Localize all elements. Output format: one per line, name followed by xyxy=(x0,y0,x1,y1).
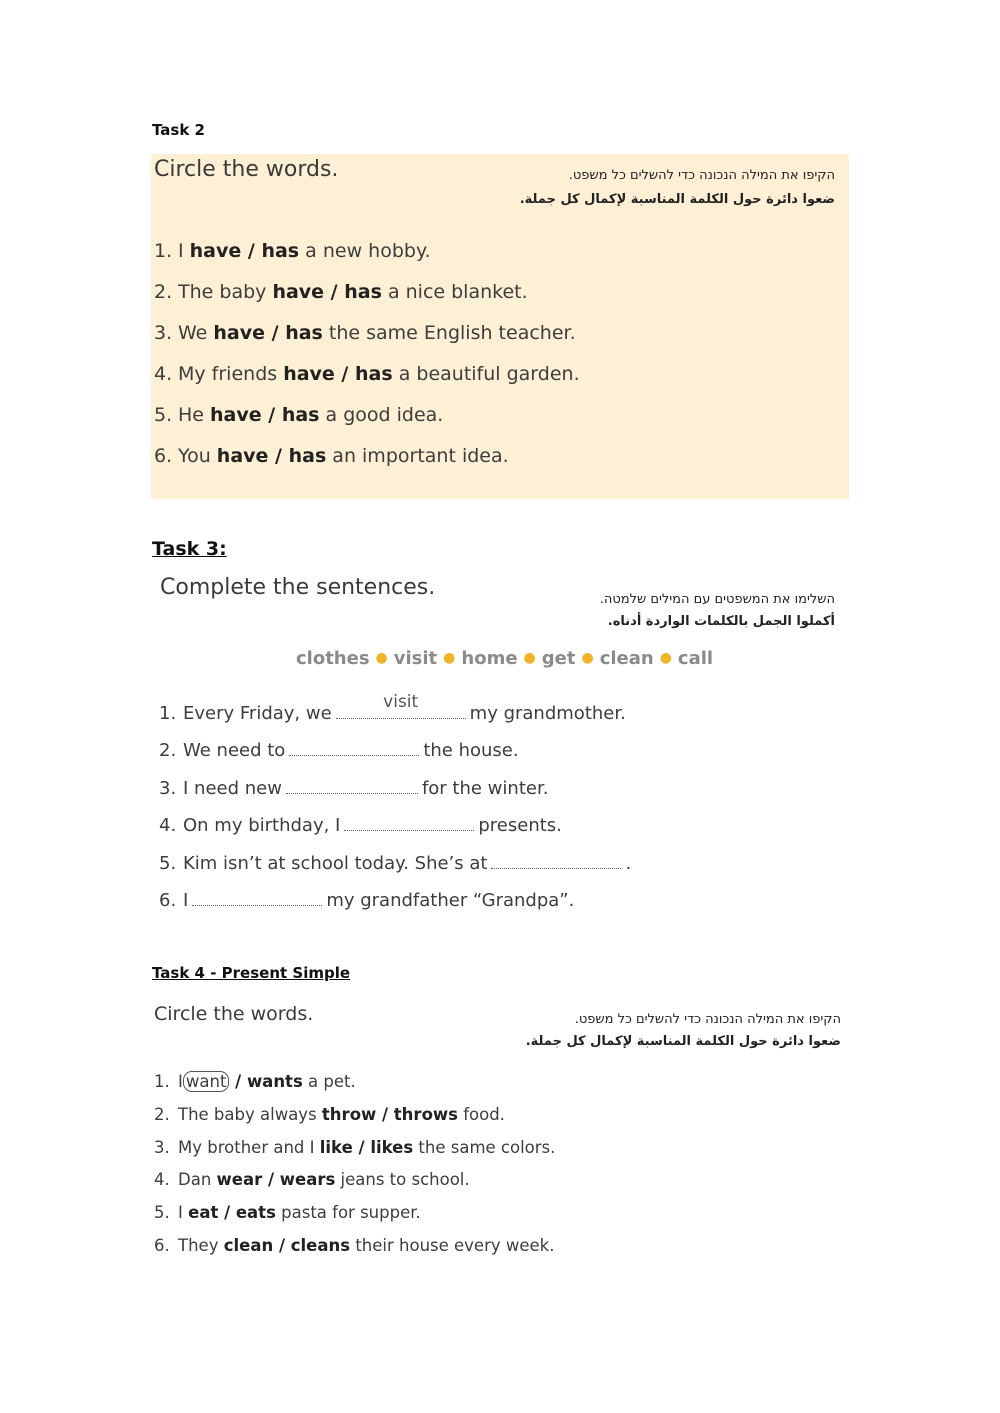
option-have[interactable]: have xyxy=(283,363,335,385)
task4-list xyxy=(154,1070,555,1267)
word-bank-item: visit xyxy=(393,648,438,669)
list-item: 3. We have / has the same English teacher. xyxy=(154,322,576,344)
task3-heading: Task 3: xyxy=(152,538,227,560)
list-item: 3. My brother and I like / likes the same colors. xyxy=(154,1137,556,1157)
list-item: 4. On my birthday, I presents. xyxy=(159,812,631,849)
option-wear[interactable]: wear xyxy=(216,1170,263,1190)
task4-heading: Task 4 - Present Simple xyxy=(152,964,351,982)
list-item: 3. I need new for the winter. xyxy=(159,775,631,812)
bullet-dot-icon: ● xyxy=(443,650,456,666)
option-have[interactable]: have xyxy=(216,445,269,467)
bullet-dot-icon: ● xyxy=(375,650,388,666)
task2-hebrew-instruction: הקיפו את המילה הנכונה כדי להשלים כל משפט. xyxy=(568,168,835,183)
list-item: 2. The baby always throw / throws food. xyxy=(154,1104,505,1124)
list-item: 6. They clean / cleans their house every week. xyxy=(154,1235,555,1255)
option-has[interactable]: has xyxy=(281,404,320,426)
answer-blank[interactable] xyxy=(336,692,466,719)
word-bank xyxy=(296,648,713,669)
option-eat[interactable]: eat xyxy=(188,1203,219,1223)
answer-blank[interactable] xyxy=(192,887,322,906)
option-like[interactable]: like xyxy=(319,1137,353,1157)
task2-heading: Task 2 xyxy=(152,121,205,139)
option-want: want xyxy=(185,1072,227,1091)
task3-instruction: Complete the sentences. xyxy=(160,575,436,600)
bullet-dot-icon: ● xyxy=(581,650,594,666)
task3-hebrew-instruction: השלימו את המשפטים עם המילים שלמטה. xyxy=(599,592,835,607)
list-item: 1. I want / wants a pet. xyxy=(154,1072,356,1091)
list-item: 5. He have / has a good idea. xyxy=(154,404,444,426)
bullet-dot-icon: ● xyxy=(659,650,672,666)
word-bank-item: get xyxy=(541,648,576,669)
option-has[interactable]: has xyxy=(261,240,300,262)
answer-text: visit xyxy=(383,692,419,712)
list-item: 1. I have / has a new hobby. xyxy=(154,240,431,262)
option-have[interactable]: have xyxy=(213,322,266,344)
list-item: 5. Kim isn’t at school today. She’s at . xyxy=(159,850,631,887)
bullet-dot-icon: ● xyxy=(523,650,536,666)
task2-arabic-instruction: ضعوا دائرة حول الكلمة المناسبة لإكمال كل جملة. xyxy=(519,192,835,207)
answer-blank[interactable] xyxy=(491,850,621,869)
task3-list xyxy=(159,692,632,924)
task3-arabic-instruction: أكملوا الجمل بالكلمات الواردة أدناه. xyxy=(607,614,835,629)
option-wants[interactable]: wants xyxy=(246,1072,303,1091)
option-likes[interactable]: likes xyxy=(370,1137,414,1157)
option-have[interactable]: have xyxy=(272,281,325,303)
task2-exercise xyxy=(151,154,849,499)
task4-instruction: Circle the words. xyxy=(154,1003,314,1025)
word-bank-item: home xyxy=(461,648,518,669)
list-item: 2. We need to the house. xyxy=(159,737,631,774)
list-item: 1. Every Friday, we visit my grandmother. xyxy=(159,700,631,737)
word-bank-item: clean xyxy=(599,648,654,669)
option-eats[interactable]: eats xyxy=(235,1203,276,1223)
list-item: 4. Dan wear / wears jeans to school. xyxy=(154,1170,470,1190)
option-have[interactable]: have xyxy=(189,240,242,262)
circled-answer[interactable] xyxy=(183,1071,230,1092)
list-item: 5. I eat / eats pasta for supper. xyxy=(154,1203,421,1223)
option-has[interactable]: has xyxy=(288,445,327,467)
list-item: 6. I my grandfather “Grandpa”. xyxy=(159,887,631,924)
list-item: 4. My friends have / has a beautiful garden. xyxy=(154,363,580,385)
task4-exercise xyxy=(151,1000,849,1260)
option-has[interactable]: has xyxy=(354,363,393,385)
list-item: 6. You have / has an important idea. xyxy=(154,445,509,467)
option-wears[interactable]: wears xyxy=(279,1170,336,1190)
option-clean[interactable]: clean xyxy=(223,1235,274,1255)
answer-blank[interactable] xyxy=(289,737,419,756)
option-has[interactable]: has xyxy=(344,281,382,303)
task2-instruction: Circle the words. xyxy=(154,157,339,182)
word-bank-item: call xyxy=(677,648,714,669)
option-throw[interactable]: throw xyxy=(321,1104,377,1124)
word-bank-item: clothes xyxy=(296,648,370,669)
task3-exercise xyxy=(151,572,849,922)
answer-blank[interactable] xyxy=(286,775,418,794)
option-has[interactable]: has xyxy=(285,322,323,344)
answer-blank[interactable] xyxy=(344,812,474,831)
option-throws[interactable]: throws xyxy=(393,1104,458,1124)
task4-hebrew-instruction: הקיפו את המילה הנכונה כדי להשלים כל משפט. xyxy=(574,1012,841,1027)
option-cleans[interactable]: cleans xyxy=(290,1235,351,1255)
task2-list xyxy=(154,238,580,484)
option-have[interactable]: have xyxy=(210,404,262,426)
list-item: 2. The baby have / has a nice blanket. xyxy=(154,281,528,303)
task4-arabic-instruction: ضعوا دائرة حول الكلمة المناسبة لإكمال كل جملة. xyxy=(525,1034,841,1049)
